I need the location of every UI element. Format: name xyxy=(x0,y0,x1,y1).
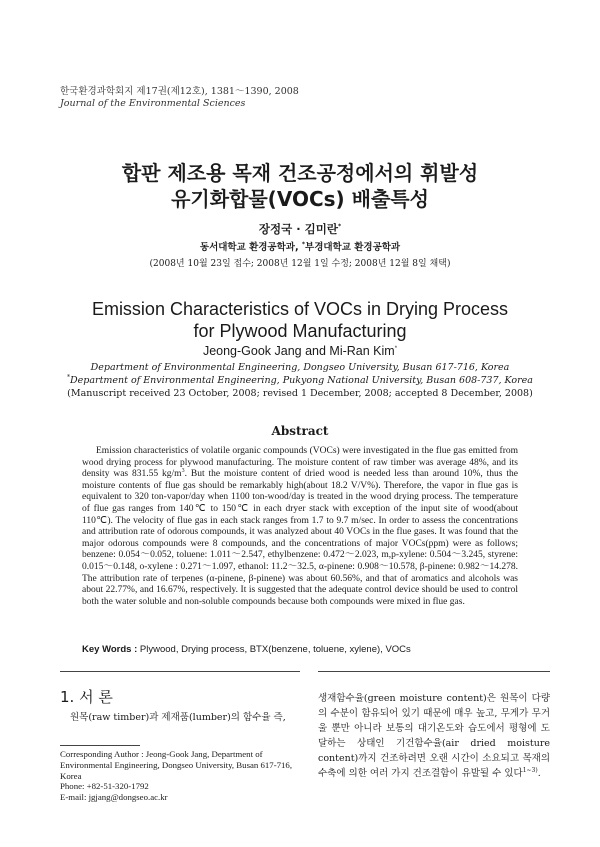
title-english-line2: for Plywood Manufacturing xyxy=(193,321,407,341)
keywords xyxy=(82,644,518,655)
intro-citation: 1~3) xyxy=(522,766,538,774)
affiliation-english-2: Department of Environmental Engineering, Pukyong National University, Busan 608-737, Korea xyxy=(70,374,533,386)
keywords-label: Key Words : xyxy=(82,644,138,655)
abstract-part1: Emission characteristics of volatile organic compounds (VOCs) were investigated in the flue gas emitted from wood drying process for plywood manufacturing. The moisture content of raw timber was average 48%, and its density was 831.55 kg/m xyxy=(82,446,518,480)
author-mark-en: * xyxy=(394,345,398,352)
keywords-text: Plywood, Drying process, BTX(benzene, toluene, xylene), VOCs xyxy=(137,644,411,655)
footnote-email: E-mail: jgjang@dongseo.ac.kr xyxy=(60,792,168,803)
footnote-author: Corresponding Author : Jeong-Gook Jang, Department of Environmental Engineering, Dongseo University, Busan 617-716, Korea xyxy=(60,749,293,781)
abstract-heading: Abstract xyxy=(271,424,329,438)
affiliation-mark: * xyxy=(301,240,306,248)
footnote-phone: Phone: +82-51-320-1792 xyxy=(60,781,149,792)
affiliation-english-2-row xyxy=(0,375,600,388)
footnote-divider xyxy=(60,745,140,746)
journal-header xyxy=(60,86,299,110)
authors-english xyxy=(0,344,600,358)
affiliation-korean-2: 부경대학교 환경공학과 xyxy=(305,242,401,253)
author-mark: * xyxy=(337,223,342,231)
title-english xyxy=(0,298,600,342)
abstract-body xyxy=(82,446,518,608)
abstract-sup: 3 xyxy=(181,468,185,475)
authors-korean-names: 장정국 · 김미란 xyxy=(258,222,338,236)
corresponding-author-footnote xyxy=(60,749,300,803)
affiliation-korean xyxy=(0,239,600,253)
affiliation-english xyxy=(0,362,600,387)
journal-name: Journal of the Environmental Sciences xyxy=(60,98,246,109)
dates-english: (Manuscript received 23 October, 2008; revised 1 December, 2008; accepted 8 December, 2008) xyxy=(67,388,533,399)
title-english-line1: Emission Characteristics of VOCs in Drying Process xyxy=(91,299,509,319)
intro-left-text: 원목(raw timber)과 제재품(lumber)의 함수율 즉, xyxy=(70,712,286,723)
intro-right-body: 생재함수율(green moisture content)은 원목이 다량의 수분이 함유되어 있기 때문에 매우 높고, 무게가 무거울 뿐만 아니라 보통의 대기온도와 습도에서 평형에 도달하는 상태인 기건함수율(air dried moisture content)까지 건조하려면 오랜 시간이 소요되고 목재의 수축에 의한 여러 가지 건조결함이 유발될 수 있다 xyxy=(318,693,550,779)
section-heading-intro: 1. 서 론 xyxy=(60,688,113,706)
authors-english-names: Jeong-Gook Jang and Mi-Ran Kim xyxy=(202,344,395,358)
divider-right xyxy=(318,671,550,672)
divider-left xyxy=(60,671,300,672)
intro-right-end: . xyxy=(537,768,541,779)
title-korean-line1: 합판 제조용 목재 건조공정에서의 휘발성 xyxy=(121,161,479,185)
intro-right-text xyxy=(318,691,550,781)
title-korean xyxy=(0,160,600,212)
authors-korean xyxy=(0,221,600,237)
title-korean-line2: 유기화합물(VOCs) 배출특성 xyxy=(171,187,429,211)
abstract-part2: . But the moisture content of dried wood is needed less than around 10%, thus the moisture contents of flue gas should be remarkably high(about 18.2 V/V%). Therefore, the vapor in flue gas is equivalent to 320 ton-vapor/day when 1100 ton-wood/day is treated in the wood drying process. The temperature of flue gas ranges from 140℃ to 150℃ in each dryer stack with exception of the input site of wood(about 110℃). The velocity of flue gas in each stack ranges from 1.7 to 9.7 m/sec. In order to assess the concentrations and attribution rate of odorous compounds, it was analyzed about 40 VOCs in the flue gases. It was found that the major odorous compounds were 8 compounds, and the concentrations of major VOCs(ppm) were as follows; benzene: 0.054～0.052, toluene: 1.011～2.547, ethylbenzene: 0.472～2.023, m,p-xylene: 0.504～3.245, styrene: 0.015～0.148, o-xylene : 0.271～1.097, ethanol: 11.2～32.5, α-pinene: 0.908～10.578, β-pinene: 0.982～14.278. The attribution rate of terpenes (α-pinene, β-pinene) was about 60.56%, and that of aromatics and alcohols was about 22.77%, and 16.67%, respectively. It is suggested that the adequate control device should be used to control both the water soluble and non-soluble compounds because both compounds were mixed in flue gas. xyxy=(82,469,518,607)
affiliation-korean-1: 동서대학교 환경공학과, xyxy=(199,242,302,253)
affiliation-english-1: Department of Environmental Engineering, Dongseo University, Busan 617-716, Korea xyxy=(90,362,510,373)
journal-citation: 한국환경과학회지 제17권(제12호), 1381～1390, 2008 xyxy=(60,86,299,97)
dates-korean: (2008년 10월 23일 접수; 2008년 12월 1일 수정; 2008년 12월 8일 채택) xyxy=(149,259,451,269)
affiliation-mark-en: * xyxy=(67,373,71,381)
